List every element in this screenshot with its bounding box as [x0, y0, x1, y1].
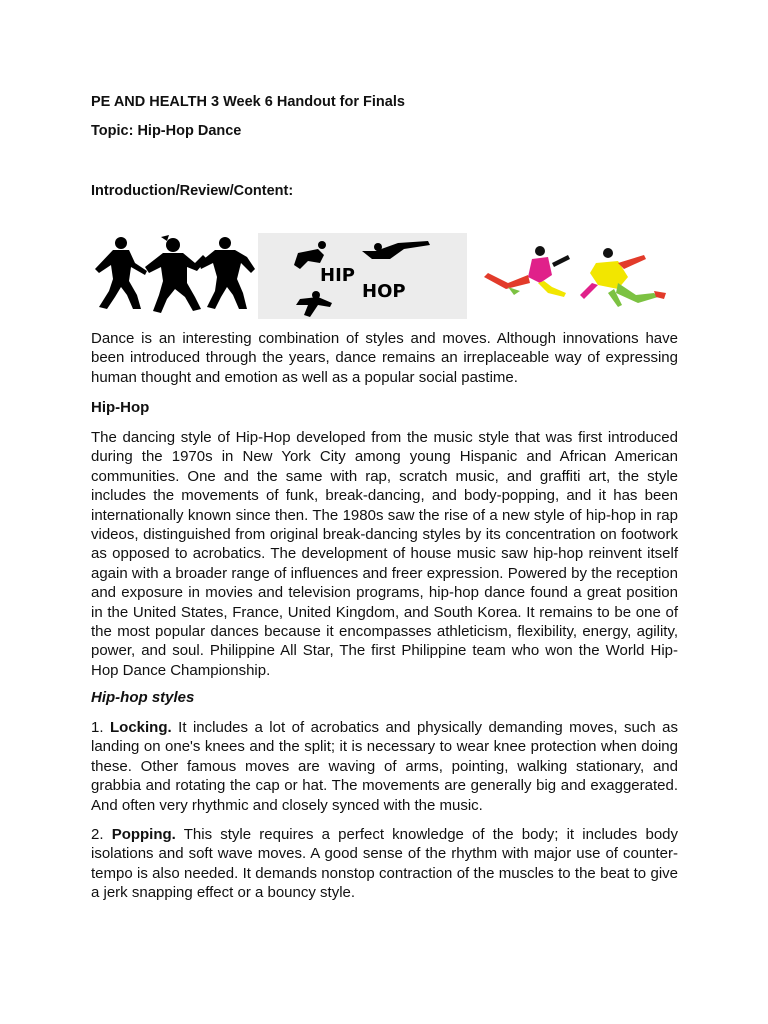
hiphop-heading: Hip-Hop [91, 399, 150, 416]
style-name: Popping. [111, 826, 176, 843]
hiphop-banner-image [258, 233, 467, 319]
style-description: It includes a lot of acrobatics and physically demanding moves, such as landing on one's knees and the split; it is necessary to wear knee protection when doing these. Other famous moves are waving of arms, pointing, walking stationary, and grabbia and rotating the cap or hat. The movements are generally big and exaggerated. And often very rhythmic and closely synced with the music. [91, 719, 678, 814]
style-item-popping [91, 825, 678, 903]
dancer-silhouettes-image [91, 233, 257, 319]
style-number: 2. [91, 826, 104, 843]
silhouette-trio-icon [91, 233, 257, 319]
style-description: This style requires a perfect knowledge of the body; it includes body isolations and soft wave moves. A good sense of the rhythm with major use of counter-tempo is also needed. It demands nonstop contraction of the muscles to the beat to give a jerk snapping effect or a bouncy style. [91, 826, 678, 902]
style-number: 1. [91, 719, 104, 736]
banner-hip-text: HIP [320, 265, 355, 286]
image-strip [91, 233, 678, 319]
handout-title: PE AND HEALTH 3 Week 6 Handout for Finals [91, 94, 405, 110]
style-item-locking [91, 718, 678, 815]
hiphop-logo-icon [258, 233, 467, 319]
intro-paragraph: Dance is an interesting combination of styles and moves. Although innovations have been introduced through the years, dance remains an irreplaceable way of expressing human thought and emotion as well as a popular social pastime. [91, 330, 678, 386]
colorful-dancers-icon [468, 233, 678, 319]
colorful-dancers-image [468, 233, 678, 319]
hiphop-paragraph: The dancing style of Hip-Hop developed from the music style that was first introduced during the 1970s in New York City among young Hispanic and African American communities. One and the same with rap, scratch music, and graffiti art, the style includes the movements of funk, break-dancing, and body-popping, and it has been internationally known since then. The 1980s saw the rise of a new style of hip-hop in rap videos, distinguished from original break-dancing styles by its concentration on footwork as opposed to acrobatics. The development of house music saw hip-hop reinvent itself again with a broader range of influences and freer expression. Powered by the reception and exposure in movies and television programs, hip-hop dance found a great position in the United States, France, United Kingdom, and South Korea. It remains to be one of the most popular dances because it encompasses athleticism, flexibility, energy, agility, power, and soul. Philippine All Star, The first Philippine team who won the World Hip-Hop Dance Championship. [91, 429, 678, 679]
banner-hop-text: HOP [362, 281, 406, 302]
section-heading: Introduction/Review/Content: [91, 183, 294, 199]
style-name: Locking. [110, 719, 172, 736]
topic-line: Topic: Hip-Hop Dance [91, 123, 242, 139]
styles-heading: Hip-hop styles [91, 689, 195, 706]
